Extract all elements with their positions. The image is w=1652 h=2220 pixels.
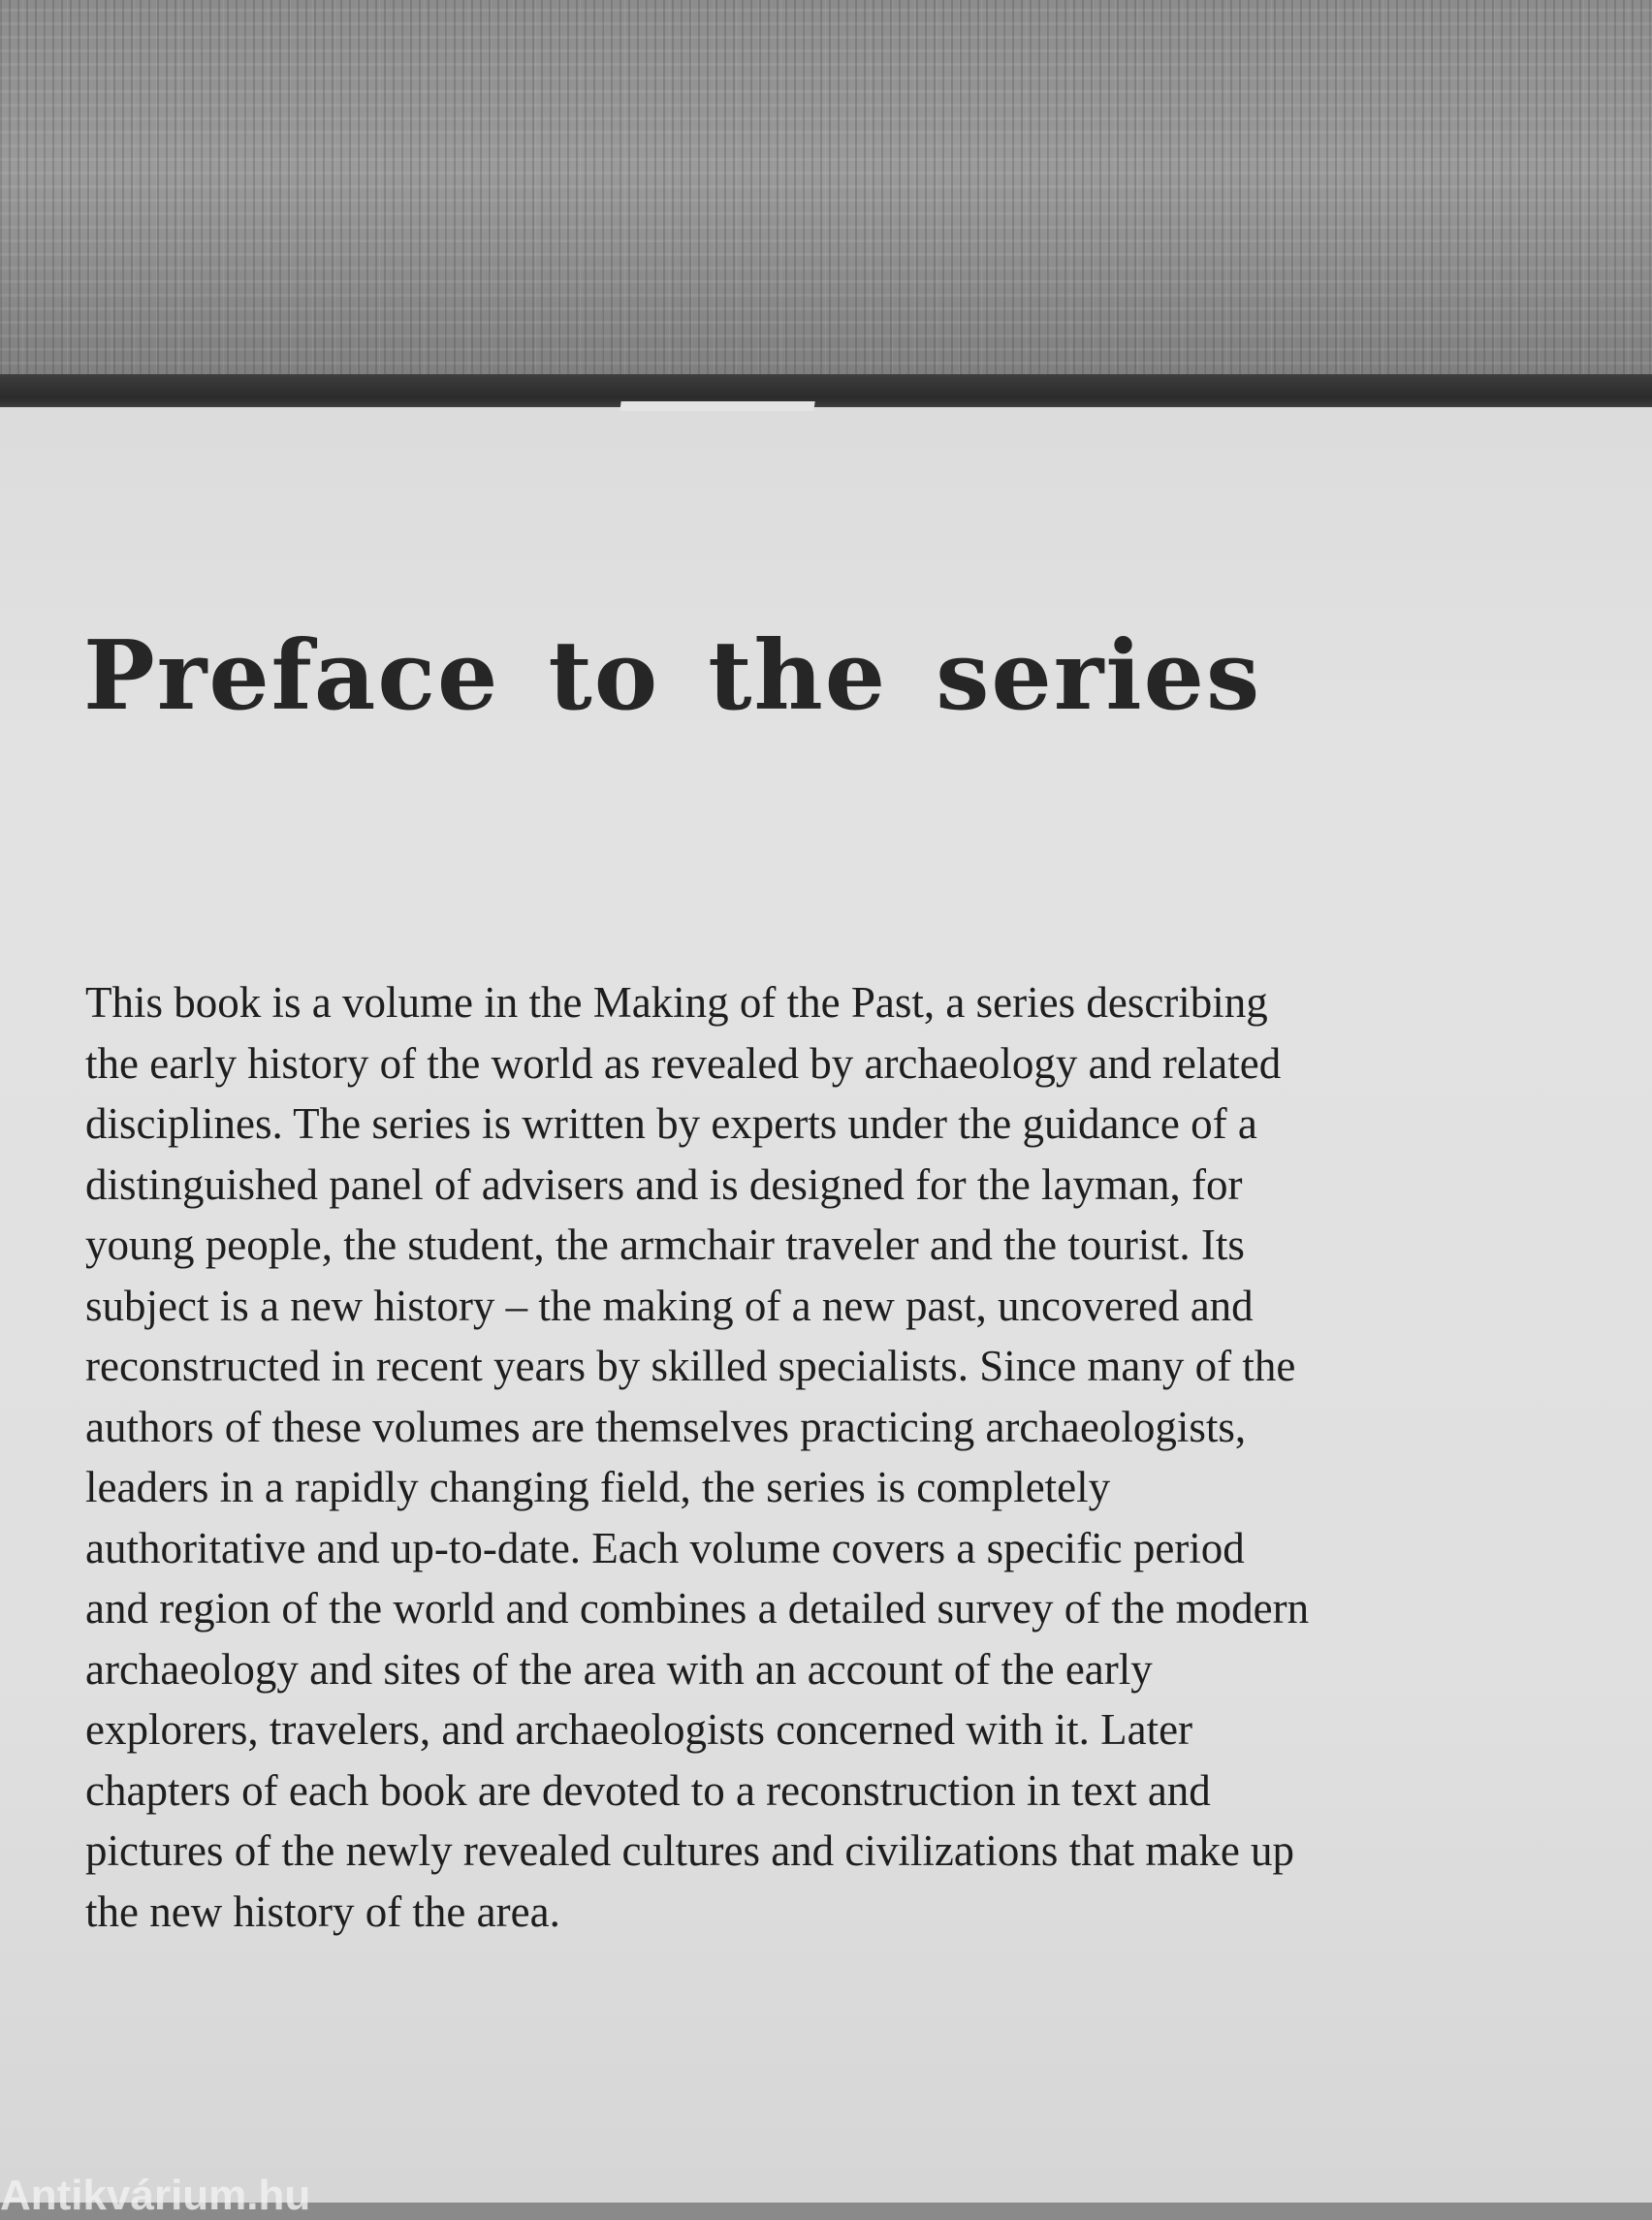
paragraph-line: pictures of the newly revealed cultures and civilizations that make up: [85, 1826, 1295, 1875]
page-fold: [620, 401, 814, 411]
paragraph-line: authors of these volumes are themselves practicing archaeologists,: [85, 1402, 1247, 1451]
paragraph-line: reconstructed in recent years by skilled specialists. Since many of the: [85, 1342, 1296, 1390]
watermark: Antikvárium.hu: [0, 2172, 311, 2219]
paragraph-line: explorers, travelers, and archaeologists concerned with it. Later: [85, 1705, 1193, 1754]
paragraph-line: disciplines. The series is written by experts under the guidance of a: [85, 1099, 1257, 1148]
paragraph-line: subject is a new history – the making of a new past, uncovered and: [85, 1281, 1254, 1330]
paragraph-line: distinguished panel of advisers and is designed for the layman, for: [85, 1159, 1243, 1209]
paragraph-line: the new history of the area.: [85, 1887, 560, 1936]
book-cover-background: [0, 0, 1652, 378]
paragraph-line: chapters of each book are devoted to a reconstruction in text and: [85, 1765, 1211, 1815]
paragraph-line: and region of the world and combines a detailed survey of the modern: [85, 1584, 1310, 1633]
paragraph-line: This book is a volume in the Making of the Past, a series describing: [85, 978, 1268, 1027]
page-title: Preface to the series: [83, 620, 1262, 732]
paragraph-line: archaeology and sites of the area with an account of the early: [85, 1644, 1153, 1694]
paragraph-line: authoritative and up-to-date. Each volume covers a specific period: [85, 1523, 1245, 1572]
preface-paragraph: [85, 972, 1309, 1942]
paragraph-line: the early history of the world as revealed by archaeology and related: [85, 1038, 1282, 1088]
paragraph-line: young people, the student, the armchair traveler and the tourist. Its: [85, 1221, 1245, 1269]
paragraph-line: leaders in a rapidly changing field, the series is completely: [85, 1463, 1111, 1511]
